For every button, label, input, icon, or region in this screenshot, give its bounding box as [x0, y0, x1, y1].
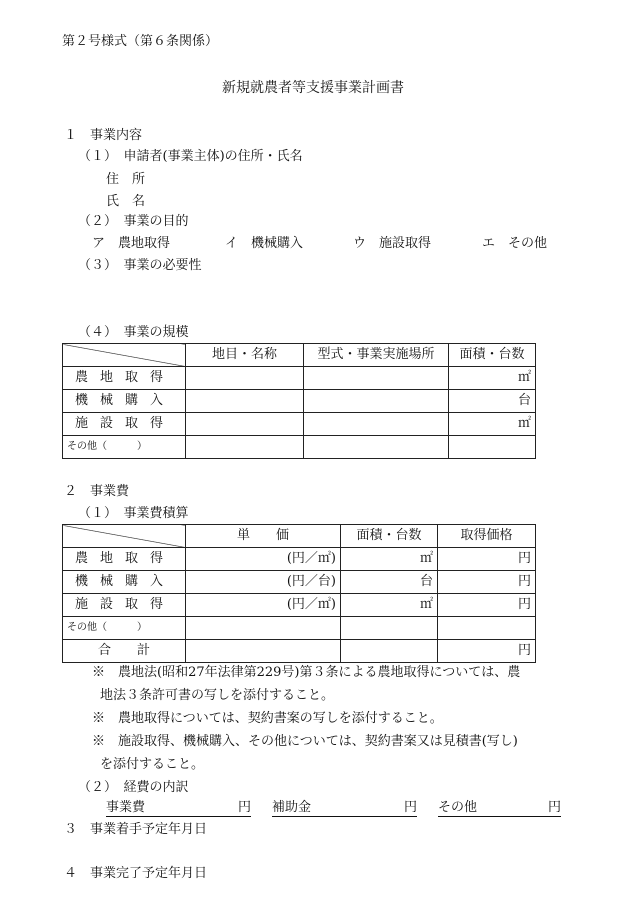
table-row [63, 548, 536, 571]
table-row [63, 367, 536, 390]
unit-price-cell[interactable]: (円／㎡) [186, 594, 341, 617]
column-header: 面積・台数 [449, 344, 536, 367]
unit-cell: 台 [449, 390, 536, 413]
table-cell[interactable] [186, 413, 304, 436]
expense-unit: 円 [547, 800, 561, 815]
purpose-option: エ その他 [482, 236, 548, 251]
diagonal-header-cell [63, 525, 186, 548]
scale-table [62, 343, 536, 459]
table-cell[interactable] [304, 436, 449, 459]
quantity-cell[interactable]: ㎡ [341, 548, 438, 571]
table-cell[interactable] [186, 436, 304, 459]
unit-price-cell[interactable]: (円／台) [186, 571, 341, 594]
purpose-option: ア 農地取得 [92, 236, 171, 251]
note-line: を添付すること。 [100, 757, 205, 772]
column-header: 単 価 [186, 525, 341, 548]
unit-cell: ㎡ [449, 413, 536, 436]
table-cell[interactable] [186, 390, 304, 413]
column-header: 面積・台数 [341, 525, 438, 548]
quantity-cell[interactable] [341, 617, 438, 640]
expense-field-subsidy[interactable] [272, 800, 417, 817]
section-1-heading: １ 事業内容 [64, 128, 143, 143]
expense-label: 補助金 [272, 800, 312, 815]
row-label: その他（ ） [63, 617, 186, 640]
form-number: 第２号様式（第６条関係） [62, 34, 219, 49]
cost-estimate-heading: （１） 事業費積算 [78, 506, 189, 521]
quantity-cell [341, 640, 438, 663]
applicant-heading: （１） 申請者(事業主体)の住所・氏名 [78, 149, 303, 164]
purpose-option: イ 機械購入 [225, 236, 304, 251]
expense-field-project-cost[interactable] [106, 800, 251, 817]
quantity-cell[interactable]: 台 [341, 571, 438, 594]
row-label: 農地取得 [63, 548, 186, 571]
cost-cell[interactable]: 円 [438, 571, 536, 594]
table-row [63, 617, 536, 640]
row-label: 農地取得 [63, 367, 186, 390]
table-row [63, 413, 536, 436]
name-label: 氏 名 [106, 194, 146, 209]
unit-price-cell[interactable]: (円／㎡) [186, 548, 341, 571]
total-label: 合 計 [63, 640, 186, 663]
unit-cell [449, 436, 536, 459]
table-row [63, 571, 536, 594]
total-cost-cell[interactable]: 円 [438, 640, 536, 663]
row-label: 機械購入 [63, 571, 186, 594]
table-cell[interactable] [304, 367, 449, 390]
diagonal-header-cell [63, 344, 186, 367]
section-3-heading: ３ 事業着手予定年月日 [64, 822, 208, 837]
cost-table [62, 524, 536, 663]
purpose-option: ウ 施設取得 [353, 236, 432, 251]
expense-label: 事業費 [106, 800, 146, 815]
table-header-row [63, 344, 536, 367]
expense-unit: 円 [237, 800, 251, 815]
scale-heading: （４） 事業の規模 [78, 325, 189, 340]
note-line: 地法３条許可書の写しを添付すること。 [100, 688, 335, 703]
unit-cell: ㎡ [449, 367, 536, 390]
note-line: ※ 施設取得、機械購入、その他については、契約書案又は見積書(写し) [92, 734, 518, 749]
section-4-heading: ４ 事業完了予定年月日 [64, 866, 208, 881]
table-cell[interactable] [186, 367, 304, 390]
cost-cell[interactable] [438, 617, 536, 640]
expense-field-other[interactable] [438, 800, 561, 817]
cost-cell[interactable]: 円 [438, 548, 536, 571]
cost-cell[interactable]: 円 [438, 594, 536, 617]
expense-breakdown-heading: （２） 経費の内訳 [78, 780, 189, 795]
unit-price-cell[interactable] [186, 617, 341, 640]
row-label: 機械購入 [63, 390, 186, 413]
table-row [63, 436, 536, 459]
table-row [63, 390, 536, 413]
row-label: その他（ ） [63, 436, 186, 459]
table-cell[interactable] [304, 413, 449, 436]
table-cell[interactable] [304, 390, 449, 413]
document-title: 新規就農者等支援事業計画書 [222, 80, 404, 96]
row-label: 施設取得 [63, 594, 186, 617]
column-header: 地目・名称 [186, 344, 304, 367]
column-header: 型式・事業実施場所 [304, 344, 449, 367]
table-total-row [63, 640, 536, 663]
note-line: ※ 農地法(昭和27年法律第229号)第３条による農地取得については、農 [92, 665, 521, 680]
table-header-row [63, 525, 536, 548]
expense-unit: 円 [403, 800, 417, 815]
section-2-heading: ２ 事業費 [64, 484, 130, 499]
purpose-heading: （２） 事業の目的 [78, 214, 189, 229]
table-row [63, 594, 536, 617]
quantity-cell[interactable]: ㎡ [341, 594, 438, 617]
expense-label: その他 [438, 800, 478, 815]
address-label: 住 所 [106, 172, 146, 187]
necessity-heading: （３） 事業の必要性 [78, 258, 202, 273]
unit-price-cell [186, 640, 341, 663]
row-label: 施設取得 [63, 413, 186, 436]
column-header: 取得価格 [438, 525, 536, 548]
note-line: ※ 農地取得については、契約書案の写しを添付すること。 [92, 711, 443, 726]
